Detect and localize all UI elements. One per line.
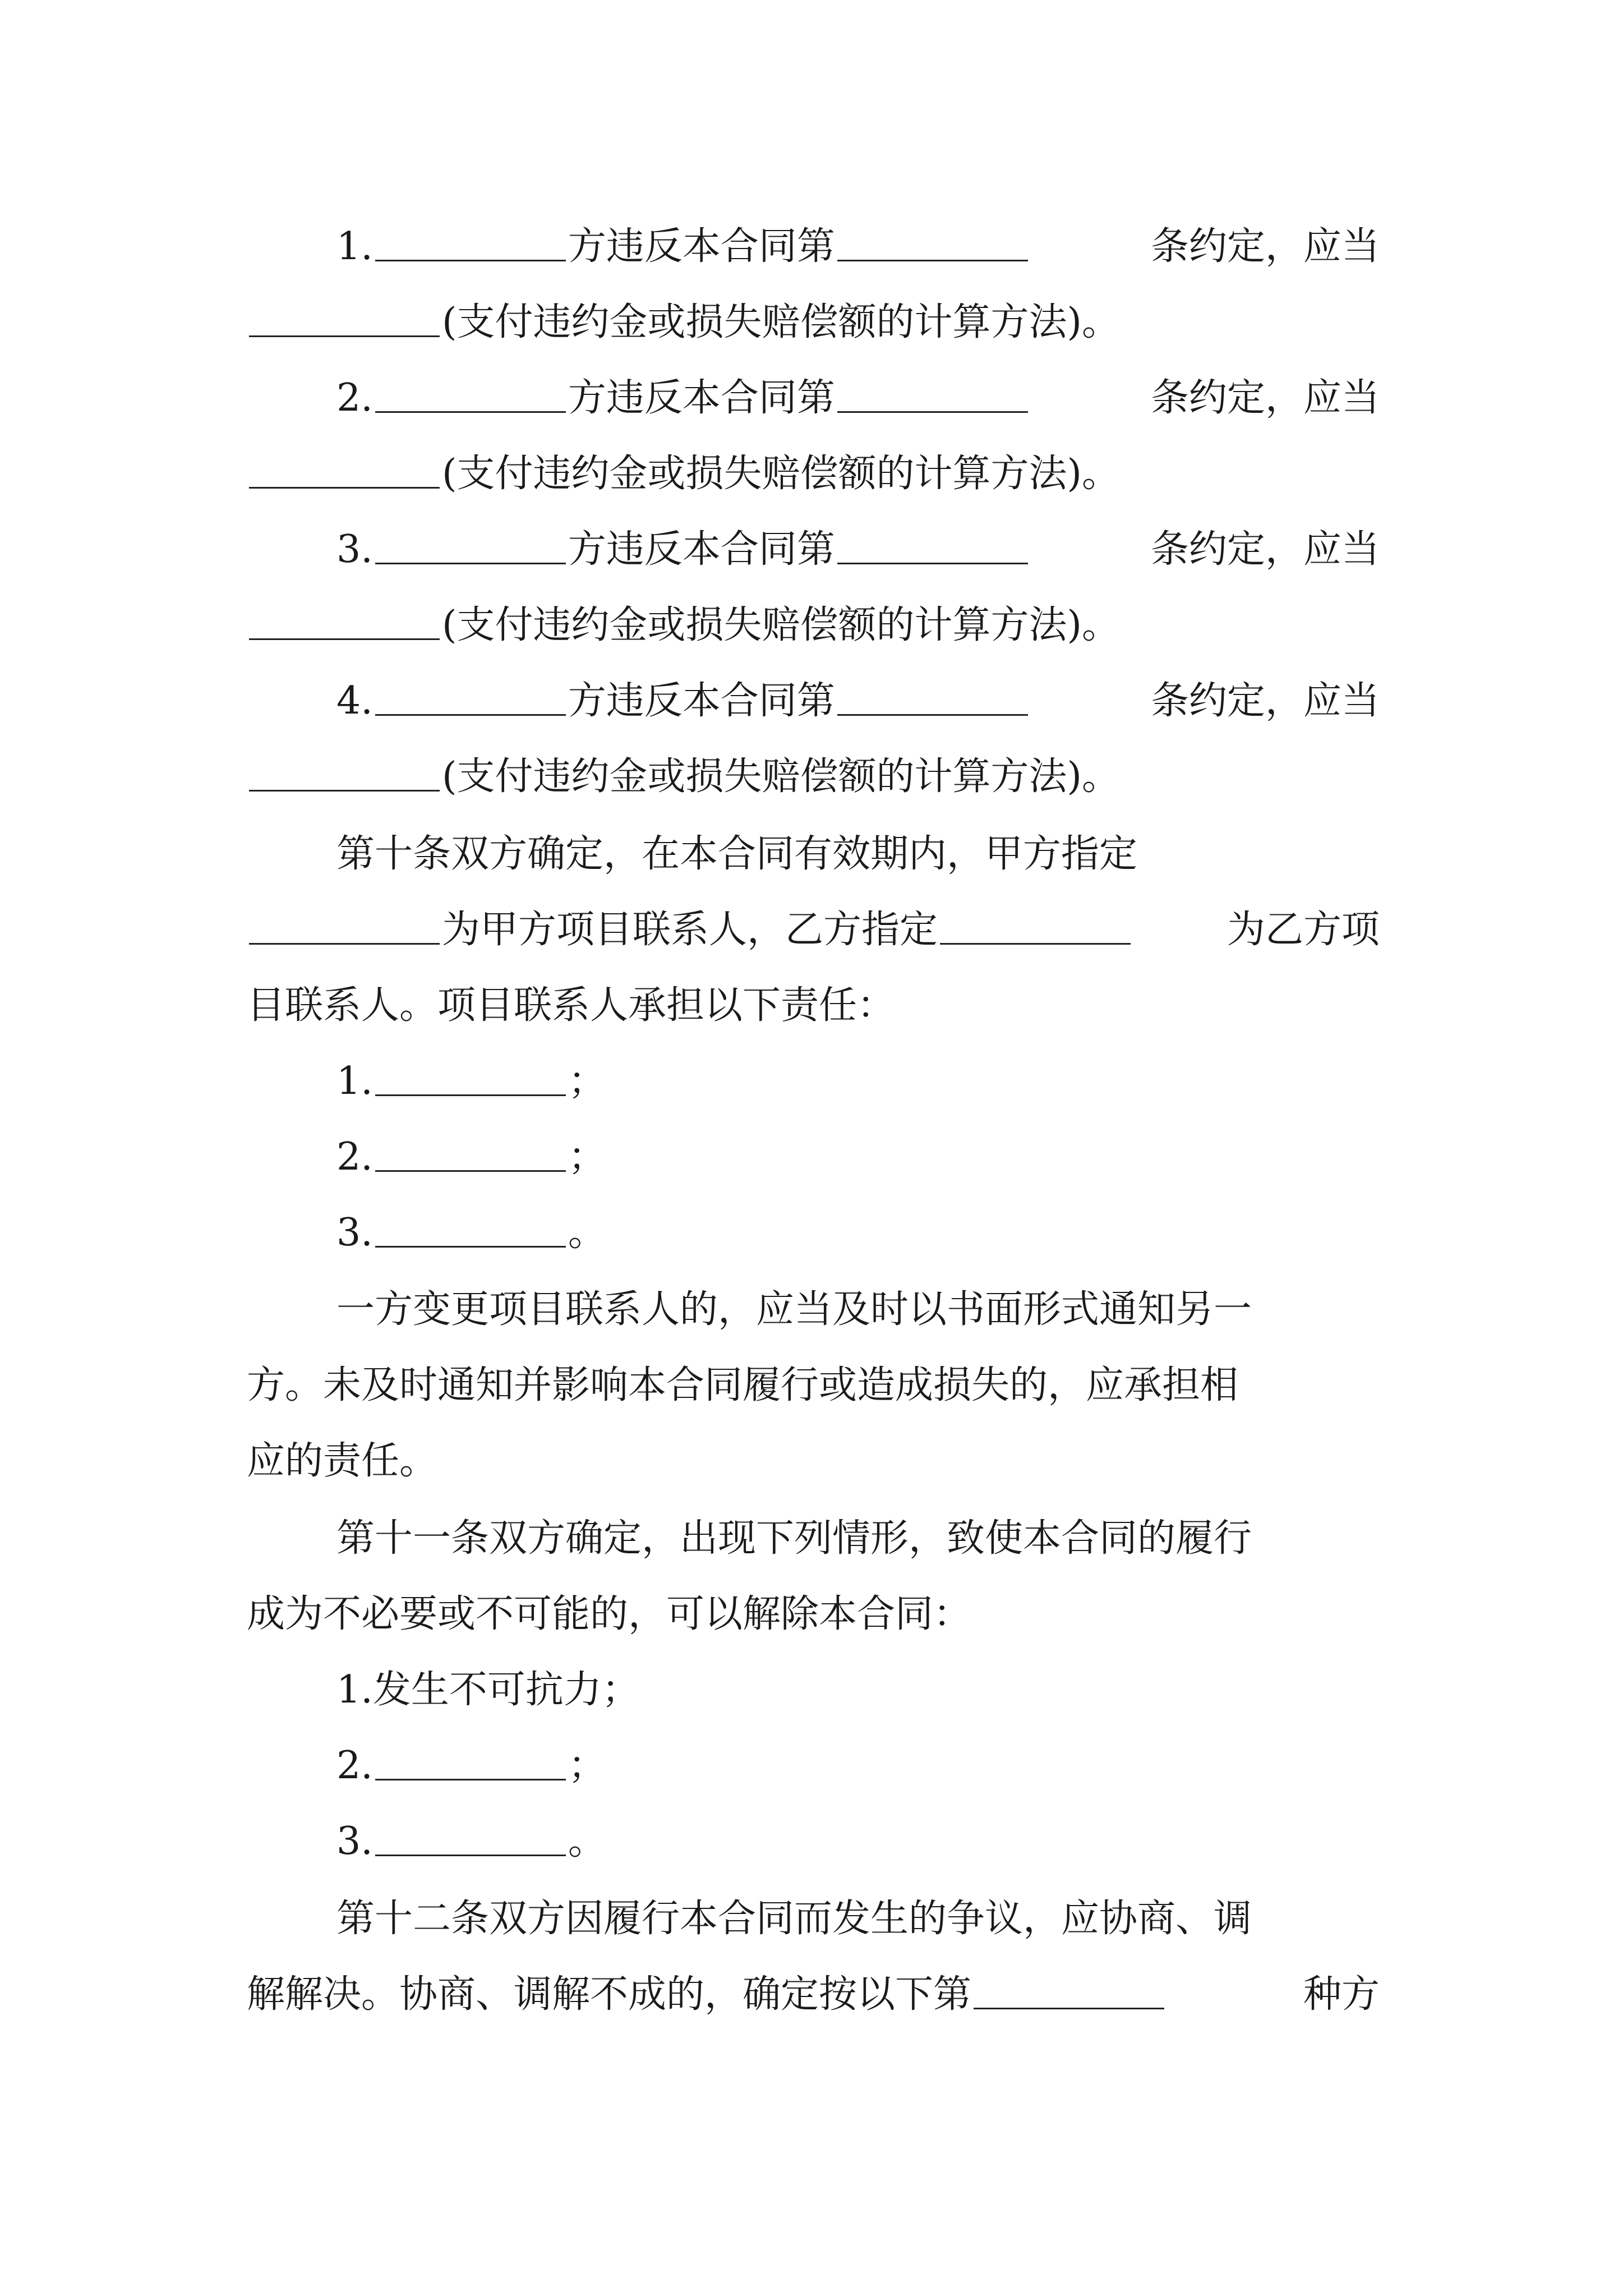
blank-field[interactable] (249, 941, 440, 945)
blank-field[interactable] (837, 712, 1028, 716)
blank-field[interactable] (375, 1244, 566, 1248)
blank-field[interactable] (837, 257, 1028, 261)
art10-change-line2: 方。未及时通知并影响本合同履行或造成损失的，应承担相 (247, 1363, 1239, 1407)
art10-item-3: 3. 。 (336, 1211, 606, 1255)
art10-change-line3: 应的责任。 (247, 1439, 438, 1483)
art10-item-2: 2. ； (336, 1135, 606, 1179)
article-10-line3: 目联系人。项目联系人承担以下责任： (247, 983, 896, 1028)
article-12-line1: 第十二条双方因履行本合同而发生的争议，应协商、调 (336, 1897, 1252, 1941)
blank-field[interactable] (974, 2005, 1164, 2009)
blank-field[interactable] (375, 712, 566, 716)
breach-item-4-line2: (支付违约金或损失赔偿额的计算方法)。 (247, 746, 1380, 808)
blank-field[interactable] (249, 485, 440, 489)
blank-field[interactable] (375, 1168, 566, 1172)
art11-item-1: 1.发生不可抗力； (336, 1668, 640, 1712)
breach-item-1-line2: (支付违约金或损失赔偿额的计算方法)。 (247, 292, 1380, 353)
breach-item-3-line2: (支付违约金或损失赔偿额的计算方法)。 (247, 595, 1380, 656)
breach-item-1-line1: 1. 方违反本合同第 条约定，应当 (336, 224, 1380, 269)
blank-field[interactable] (375, 1777, 566, 1780)
breach-item-4-line1: 4. 方违反本合同第 条约定，应当 (336, 679, 1380, 723)
blank-field[interactable] (375, 1092, 566, 1096)
blank-field[interactable] (375, 257, 566, 261)
blank-field[interactable] (375, 409, 566, 413)
blank-field[interactable] (375, 560, 566, 564)
blank-field[interactable] (249, 788, 440, 792)
art10-change-line1: 一方变更项目联系人的，应当及时以书面形式通知另一 (336, 1287, 1252, 1332)
breach-item-2-line1: 2. 方违反本合同第 条约定，应当 (336, 376, 1380, 420)
article-12-line2: 解解决。协商、调解不成的，确定按以下第 种方 (247, 1972, 1380, 2017)
breach-item-2-line2: (支付违约金或损失赔偿额的计算方法)。 (247, 443, 1380, 505)
art10-item-1: 1. ； (336, 1059, 606, 1103)
art11-item-3: 3. 。 (336, 1819, 606, 1864)
blank-field[interactable] (249, 636, 440, 640)
article-11-line2: 成为不必要或不可能的，可以解除本合同： (247, 1592, 972, 1636)
art11-item-2: 2. ； (336, 1743, 606, 1788)
article-11-line1: 第十一条双方确定，出现下列情形，致使本合同的履行 (336, 1516, 1252, 1561)
blank-field[interactable] (375, 1852, 566, 1856)
article-10-line2: 为甲方项目联系人，乙方指定 为乙方项 (247, 899, 1380, 961)
blank-field[interactable] (837, 409, 1028, 413)
blank-field[interactable] (837, 560, 1028, 564)
blank-field[interactable] (940, 941, 1131, 945)
blank-field[interactable] (249, 333, 440, 337)
breach-item-3-line1: 3. 方违反本合同第 条约定，应当 (336, 527, 1380, 572)
article-10-line1: 第十条双方确定，在本合同有效期内，甲方指定 (336, 832, 1138, 876)
